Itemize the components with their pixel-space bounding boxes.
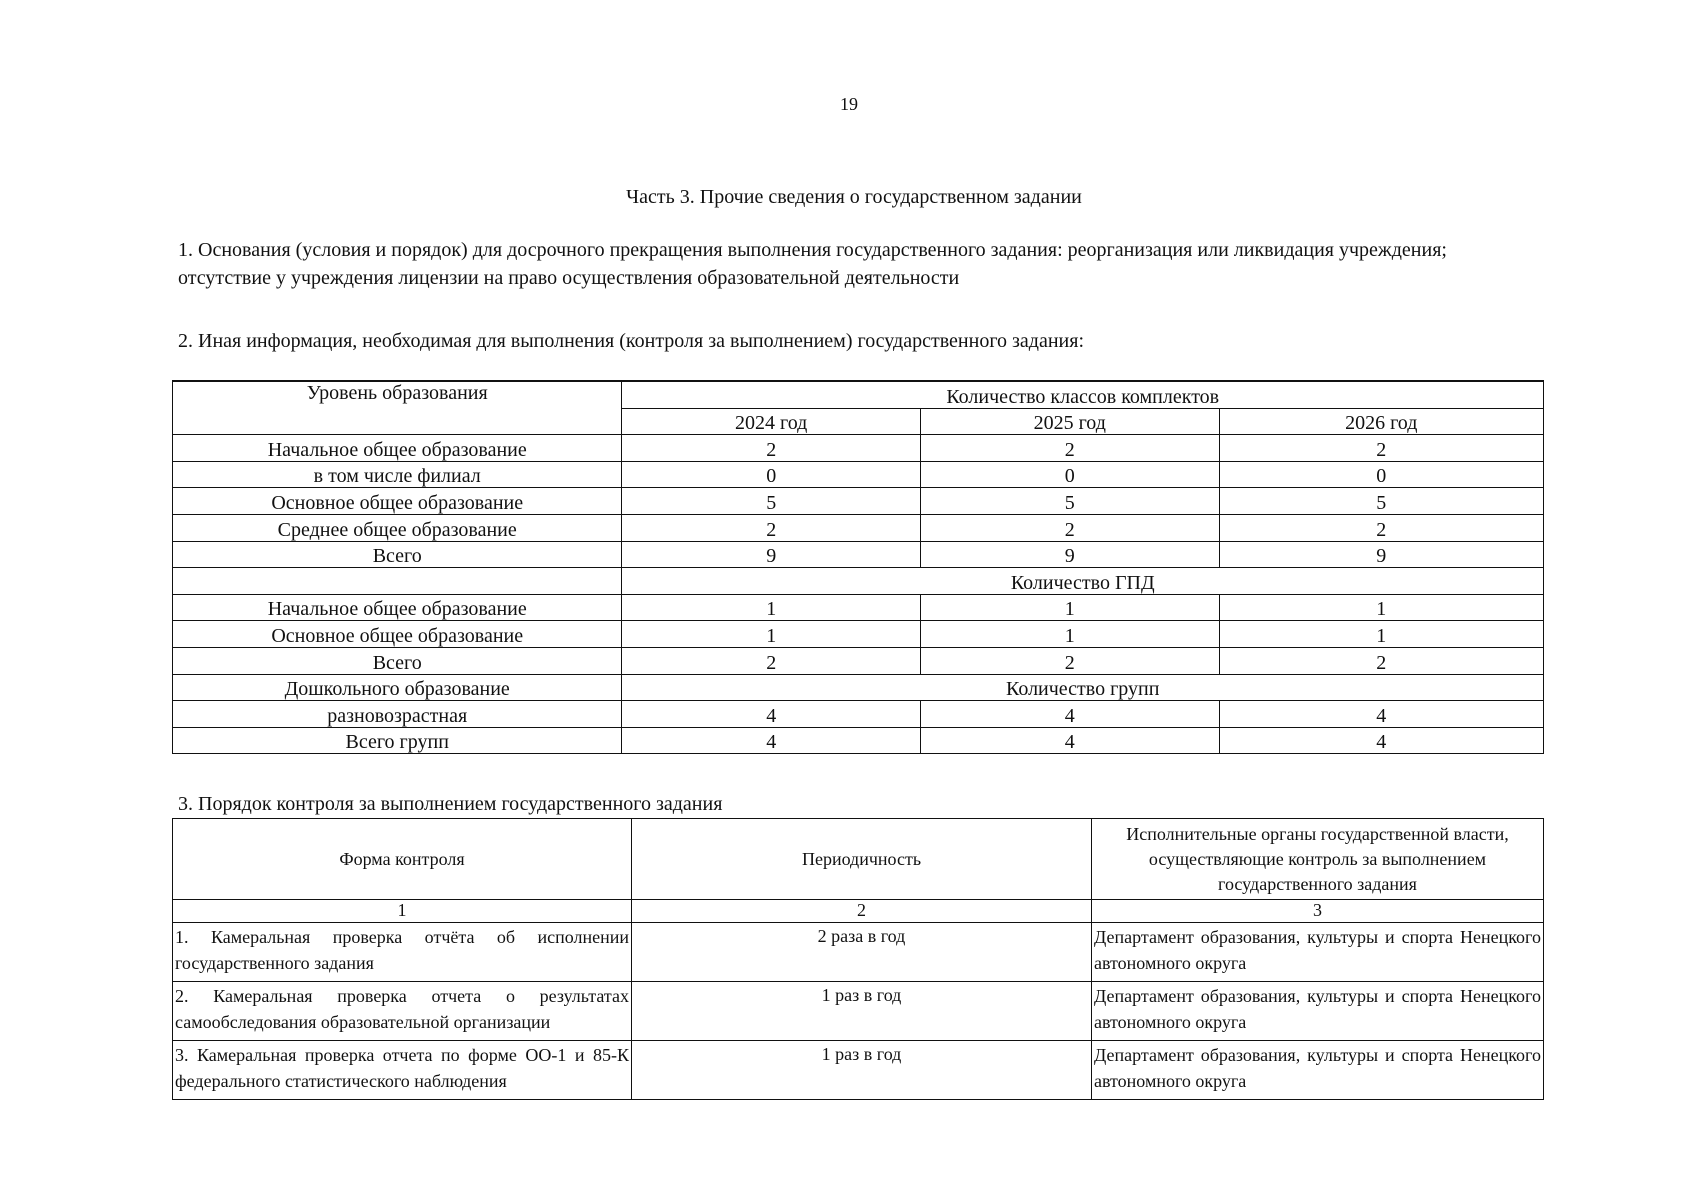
table-row: [173, 461, 1544, 488]
table-row: [173, 647, 1544, 674]
row-label: Всего: [173, 647, 622, 674]
row-label-empty: [173, 568, 622, 595]
cell-value: 2: [622, 435, 921, 462]
table-row: [173, 568, 1544, 595]
periodicity-cell: 1 раз в год: [632, 1041, 1092, 1100]
control-body-cell: Департамент образования, культуры и спорта Ненецкого автономного округа: [1092, 923, 1544, 982]
cell-value: 2: [1219, 514, 1544, 541]
cell-value: 4: [920, 727, 1219, 754]
control-procedure-heading: 3. Порядок контроля за выполнением государственного задания: [178, 793, 723, 815]
cell-value: 2: [920, 514, 1219, 541]
classes-count-table: [172, 380, 1544, 754]
row-label: разновозрастная: [173, 701, 622, 728]
cell-value: 5: [622, 488, 921, 515]
cell-value: 4: [622, 701, 921, 728]
table-row: [173, 541, 1544, 568]
header-year: 2025 год: [920, 408, 1219, 435]
column-number: 2: [632, 900, 1092, 923]
cell-value: 9: [622, 541, 921, 568]
table-row: [173, 819, 1544, 900]
header-control-form: Форма контроля: [173, 819, 632, 900]
periodicity-cell: 2 раза в год: [632, 923, 1092, 982]
cell-value: 4: [920, 701, 1219, 728]
control-form-cell: 2. Камеральная проверка отчета о результатах самообследования образовательной организации: [173, 982, 632, 1041]
table-row: [173, 923, 1544, 982]
table-row: [173, 514, 1544, 541]
table-row: [173, 982, 1544, 1041]
row-label: Основное общее образование: [173, 488, 622, 515]
cell-value: 5: [920, 488, 1219, 515]
table-row: [173, 621, 1544, 648]
periodicity-cell: 1 раз в год: [632, 982, 1092, 1041]
table-row: [173, 594, 1544, 621]
table-row: [173, 900, 1544, 923]
cell-value: 4: [1219, 701, 1544, 728]
cell-value: 1: [1219, 621, 1544, 648]
table-row: [173, 435, 1544, 462]
header-year: 2026 год: [1219, 408, 1544, 435]
table-row: [173, 381, 1544, 408]
cell-value: 4: [622, 727, 921, 754]
row-label: Основное общее образование: [173, 621, 622, 648]
cell-value: 0: [920, 461, 1219, 488]
header-year: 2024 год: [622, 408, 921, 435]
part-title: Часть 3. Прочие сведения о государственном задании: [626, 186, 1082, 208]
cell-value: 2: [1219, 435, 1544, 462]
cell-value: 9: [1219, 541, 1544, 568]
cell-value: 2: [622, 514, 921, 541]
header-control-bodies: Исполнительные органы государственной власти, осуществляющие контроль за выполнением государственного задания: [1092, 819, 1544, 900]
column-number: 1: [173, 900, 632, 923]
control-body-cell: Департамент образования, культуры и спорта Ненецкого автономного округа: [1092, 1041, 1544, 1100]
cell-value: 5: [1219, 488, 1544, 515]
row-label: Начальное общее образование: [173, 594, 622, 621]
cell-value: 0: [622, 461, 921, 488]
cell-value: 4: [1219, 727, 1544, 754]
header-classes-count: Количество классов комплектов: [622, 381, 1544, 408]
row-label: в том числе филиал: [173, 461, 622, 488]
row-label: Всего групп: [173, 727, 622, 754]
header-gpd-count: Количество ГПД: [622, 568, 1544, 595]
header-groups-count: Количество групп: [622, 674, 1544, 701]
row-label: Начальное общее образование: [173, 435, 622, 462]
control-procedure-table: [172, 818, 1544, 1100]
table-row: [173, 488, 1544, 515]
table-row: [173, 1041, 1544, 1100]
cell-value: 1: [622, 621, 921, 648]
row-label: Всего: [173, 541, 622, 568]
table-row: [173, 674, 1544, 701]
cell-value: 0: [1219, 461, 1544, 488]
cell-value: 2: [622, 647, 921, 674]
row-label: Среднее общее образование: [173, 514, 622, 541]
cell-value: 2: [1219, 647, 1544, 674]
cell-value: 1: [622, 594, 921, 621]
control-form-cell: 1. Камеральная проверка отчёта об исполнении государственного задания: [173, 923, 632, 982]
termination-grounds-paragraph: 1. Основания (условия и порядок) для досрочного прекращения выполнения государственного задания: реорганизация или ликвидация учреждения; отсутствие у учреждения лицензии на право осуществления образовательной деятельности: [178, 239, 1447, 289]
cell-value: 9: [920, 541, 1219, 568]
cell-value: 1: [920, 621, 1219, 648]
cell-value: 1: [920, 594, 1219, 621]
cell-value: 1: [1219, 594, 1544, 621]
row-label: Дошкольного образование: [173, 674, 622, 701]
cell-value: 2: [920, 435, 1219, 462]
control-body-cell: Департамент образования, культуры и спорта Ненецкого автономного округа: [1092, 982, 1544, 1041]
table-row: [173, 727, 1544, 754]
table-row: [173, 701, 1544, 728]
header-education-level: Уровень образования: [173, 381, 622, 435]
column-number: 3: [1092, 900, 1544, 923]
cell-value: 2: [920, 647, 1219, 674]
other-information-paragraph: 2. Иная информация, необходимая для выполнения (контроля за выполнением) государственного задания:: [178, 330, 1085, 352]
control-form-cell: 3. Камеральная проверка отчета по форме ОО-1 и 85-К федерального статистического наблюдения: [173, 1041, 632, 1100]
header-periodicity: Периодичность: [632, 819, 1092, 900]
page-number: 19: [840, 94, 858, 114]
